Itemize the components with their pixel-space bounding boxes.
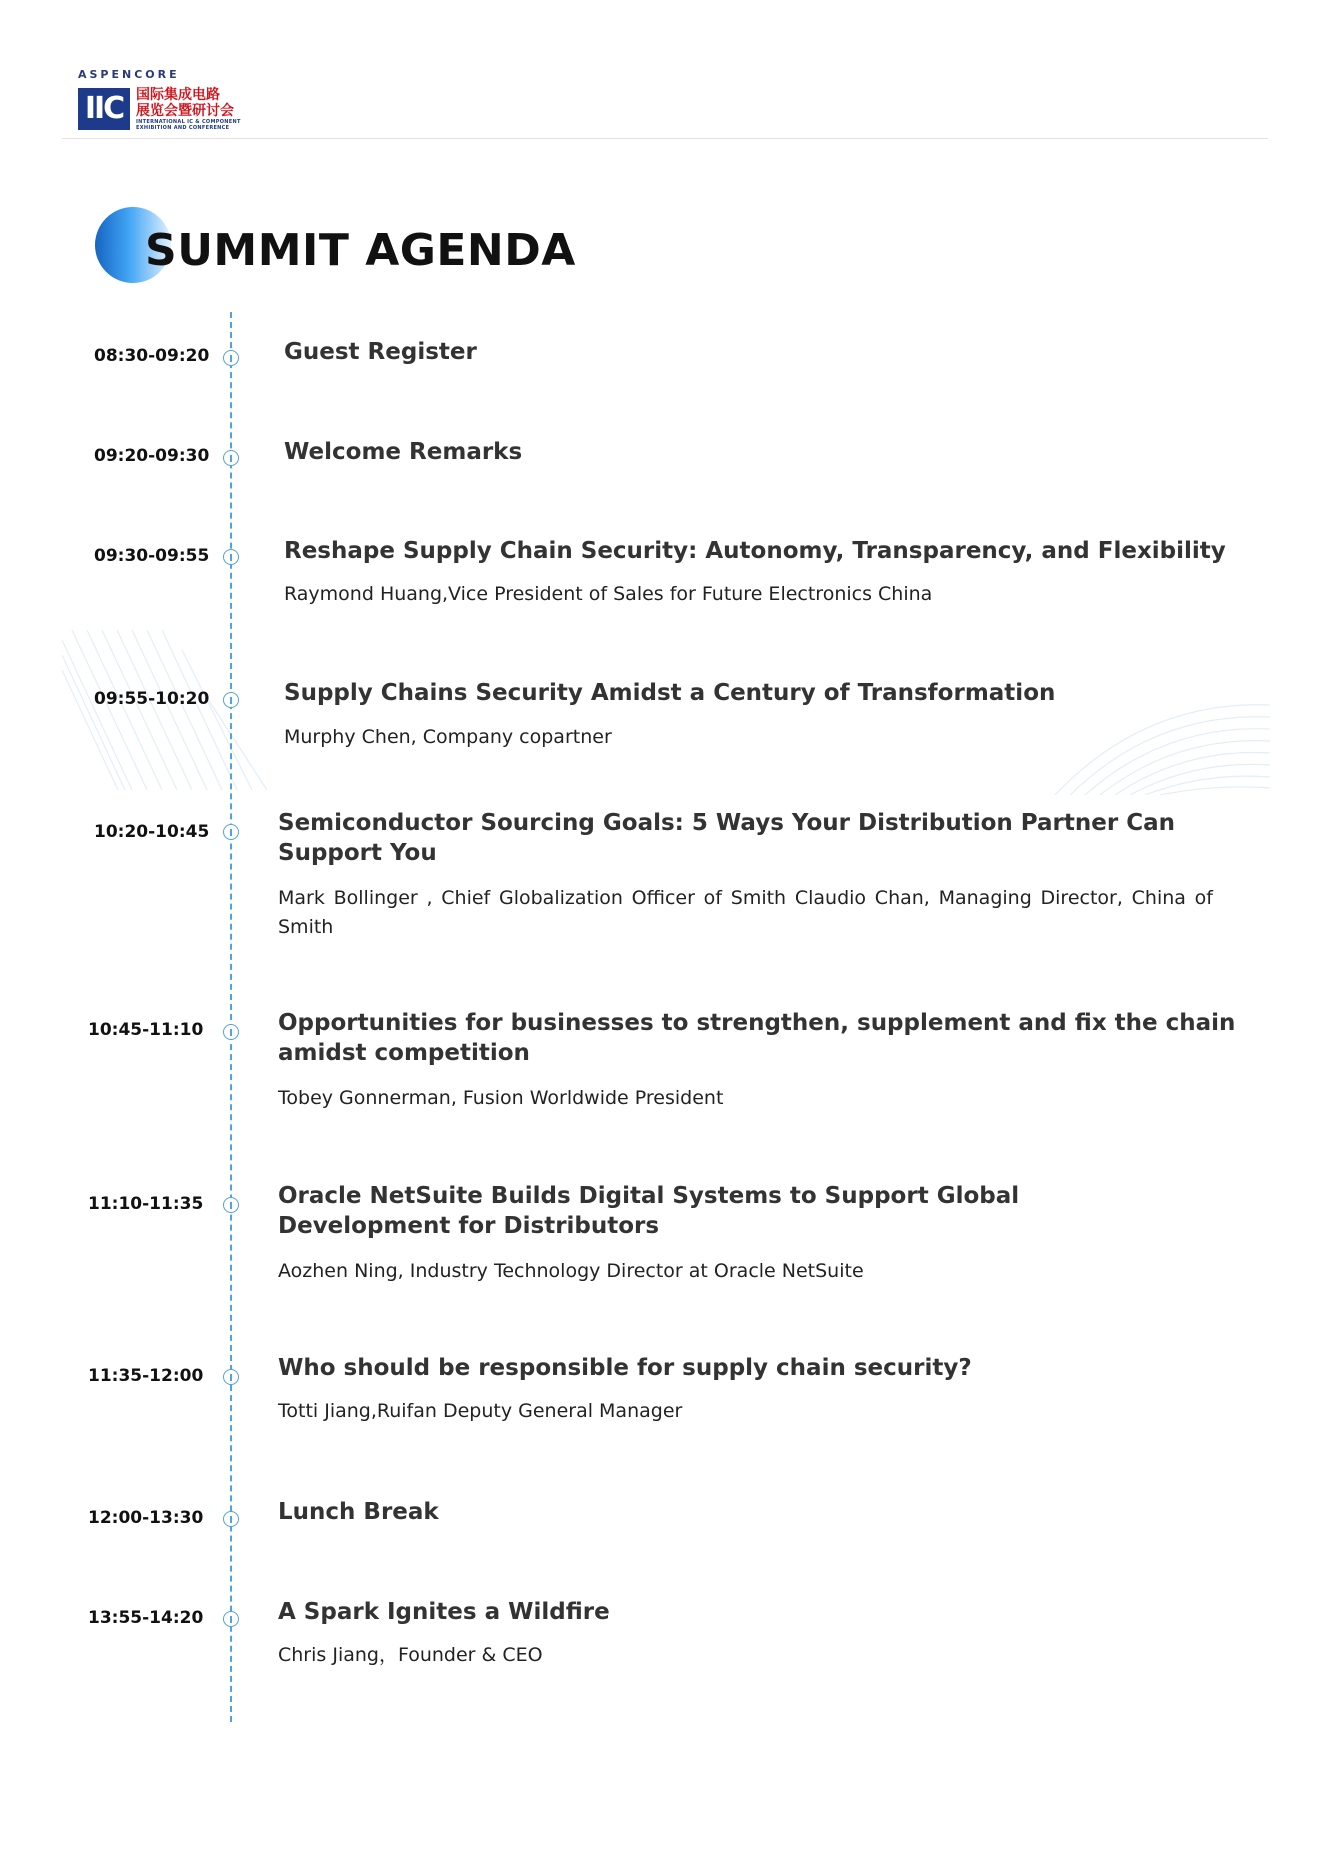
agenda-speaker: Mark Bollinger , Chief Globalization Officer of Smith Claudio Chan, Managing Director, China of Smith bbox=[278, 887, 1213, 938]
page-title-block bbox=[95, 207, 655, 287]
agenda-time: 10:20-10:45 bbox=[94, 822, 210, 842]
agenda-speaker: Aozhen Ning, Industry Technology Director at Oracle NetSuite bbox=[278, 1260, 864, 1282]
agenda-time: 11:10-11:35 bbox=[88, 1194, 204, 1214]
agenda-title: Welcome Remarks bbox=[284, 439, 523, 465]
page-header bbox=[62, 62, 1268, 139]
agenda-title: Oracle NetSuite Builds Digital Systems to Support Global Development for Distributors bbox=[278, 1183, 1020, 1239]
logo-cn-line1: 国际集成电路 bbox=[136, 87, 220, 103]
agenda-title: Who should be responsible for supply chain security? bbox=[278, 1355, 972, 1381]
agenda-time: 09:30-09:55 bbox=[94, 546, 210, 566]
agenda-title: A Spark Ignites a Wildfire bbox=[278, 1599, 610, 1625]
timeline-dot-icon bbox=[223, 824, 239, 840]
logo-chinese-name bbox=[136, 87, 246, 119]
agenda-title: Reshape Supply Chain Security: Autonomy, Transparency, and Flexibility bbox=[284, 538, 1226, 564]
decorative-wave-pattern-left bbox=[62, 630, 282, 790]
agenda-time: 08:30-09:20 bbox=[94, 346, 210, 366]
timeline-dot-icon bbox=[223, 1197, 239, 1213]
timeline-dot-icon bbox=[223, 549, 239, 565]
logo-brand-text: ASPENCORE bbox=[78, 68, 180, 81]
timeline-dot-icon bbox=[223, 1611, 239, 1627]
agenda-time: 11:35-12:00 bbox=[88, 1366, 204, 1386]
timeline-dot-icon bbox=[223, 1024, 239, 1040]
timeline-dot-icon bbox=[223, 350, 239, 366]
agenda-title: Semiconductor Sourcing Goals: 5 Ways Your Distribution Partner Can Support You bbox=[278, 810, 1175, 866]
agenda-time: 09:20-09:30 bbox=[94, 446, 210, 466]
iic-logo bbox=[78, 68, 298, 132]
page-title: SUMMIT AGENDA bbox=[145, 225, 576, 276]
logo-mark: IIC bbox=[78, 88, 130, 130]
agenda-time: 12:00-13:30 bbox=[88, 1508, 204, 1528]
agenda-title: Guest Register bbox=[284, 339, 477, 365]
agenda-speaker: Tobey Gonnerman, Fusion Worldwide President bbox=[278, 1087, 724, 1109]
agenda-title: Supply Chains Security Amidst a Century of Transformation bbox=[284, 680, 1056, 706]
timeline-dot-icon bbox=[223, 1511, 239, 1527]
agenda-speaker: Murphy Chen, Company copartner bbox=[284, 726, 612, 748]
timeline-dot-icon bbox=[223, 1369, 239, 1385]
agenda-time: 10:45-11:10 bbox=[88, 1020, 204, 1040]
agenda-time: 09:55-10:20 bbox=[94, 689, 210, 709]
timeline-dot-icon bbox=[223, 450, 239, 466]
agenda-speaker: Raymond Huang,Vice President of Sales for Future Electronics China bbox=[284, 583, 933, 605]
agenda-title: Lunch Break bbox=[278, 1499, 439, 1525]
agenda-time: 13:55-14:20 bbox=[88, 1608, 204, 1628]
logo-cn-line2: 展览会暨研讨会 bbox=[136, 103, 234, 119]
agenda-speaker: Chris Jiang，Founder & CEO bbox=[278, 1644, 543, 1666]
agenda-speaker: Totti Jiang,Ruifan Deputy General Manager bbox=[278, 1400, 683, 1422]
timeline-dot-icon bbox=[223, 692, 239, 708]
agenda-title: Opportunities for businesses to strengthen, supplement and fix the chain amidst competition bbox=[278, 1010, 1236, 1066]
logo-english-name: INTERNATIONAL IC & COMPONENT EXHIBITION AND CONFERENCE bbox=[136, 119, 241, 131]
